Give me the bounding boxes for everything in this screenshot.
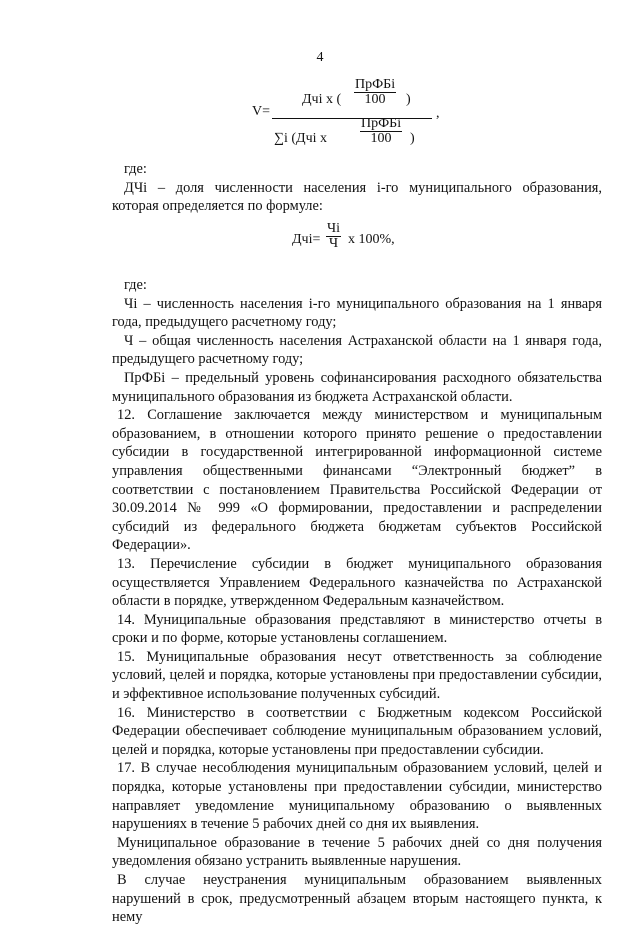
paragraph-14: 14. Муниципальные образования представляют в министерство отчеты в сроки и по форме, которые установлены соглашением.: [112, 611, 602, 647]
paragraph-12: 12. Соглашение заключается между министерством и муниципальным образованием, в отношении которого принято решение о предоставлении субсидии в государственной интегрированной информационной системе управления общественными финансами “Электронный бюджет” в соответствии с постановлением Правительства Российской Федерации от 30.09.2014 № 999 «О формировании, предоставлении и распределении субсидий из федерального бюджета бюджетам субъектов Российской Федерации».: [112, 407, 602, 554]
dchi-definition: ДЧi – доля численности населения i-го муниципального образования, которая определяется по формуле:: [112, 179, 602, 215]
definition-ch: Ч – общая численность населения Астраханской области на 1 января года, предыдущего расчетному году;: [112, 332, 602, 368]
formula-dchi-frac-top: Чi: [327, 221, 340, 236]
formula-v-den-prefix: ∑i (Дчi x: [274, 131, 328, 146]
formula-v-denominator: [274, 116, 434, 151]
paragraph-13: 13. Перечисление субсидии в бюджет муниципального образования осуществляется Управлением Федерального казначейства по Астраханской области в порядке, утвержденном Федеральным казначейством.: [112, 555, 602, 610]
formula-v-den-suffix: ): [410, 131, 415, 146]
formula-v: [252, 78, 452, 150]
formula-v-num-suffix: ): [406, 92, 411, 107]
paragraph-17: 17. В случае несоблюдения муниципальным образованием условий, целей и порядка, которые установлены при предоставлении субсидии, министерство направляет уведомление муниципальному образованию о выявленных нарушениях в течение 5 рабочих дней со дня их выявления.: [112, 760, 602, 833]
formula-dchi-rhs: x 100%,: [348, 232, 395, 247]
formula-v-num-prefix: Дчi x (: [302, 92, 342, 107]
formula-v-num-frac-bottom: 100: [364, 92, 386, 107]
body-text: [112, 276, 602, 927]
formula-dchi-lhs: Дчi=: [292, 232, 321, 247]
paragraph-15: 15. Муниципальные образования несут ответственность за соблюдение условий, целей и порядка, которые установлены при предоставлении субсидии, и эффективное использование полученных субсидий.: [112, 648, 602, 703]
formula-v-num-fraction: [354, 78, 396, 107]
formula-dchi-fraction: [326, 222, 341, 251]
formula-v-num-frac-top: ПрФБi: [355, 77, 396, 92]
formula-v-den-fraction: [360, 117, 402, 146]
where-block-1: [112, 160, 602, 216]
formula-v-comma: ,: [436, 106, 440, 121]
paragraph-16: 16. Министерство в соответствии с Бюджетным кодексом Российской Федерации обеспечивает соблюдение муниципальным образованием условий, целей и порядка, которые установлены при предоставлении субсидии.: [112, 704, 602, 758]
definition-chi: Чi – численность населения i-го муниципального образования на 1 января года, предыдущего расчетному году;: [112, 295, 602, 331]
formula-v-den-frac-bottom: 100: [370, 131, 392, 146]
formula-v-lhs: V=: [252, 104, 271, 119]
paragraph-17-notice: Муниципальное образование в течение 5 рабочих дней со дня получения уведомления обязано устранить выявленные нарушения.: [112, 834, 602, 870]
where-label-2: где:: [124, 277, 147, 293]
formula-v-numerator: [302, 78, 427, 116]
formula-dchi: [292, 218, 442, 262]
formula-v-den-frac-top: ПрФБi: [361, 116, 402, 131]
where-label-1: где:: [124, 161, 147, 177]
formula-v-fraction-bar: [272, 118, 432, 119]
page-number: 4: [316, 50, 324, 65]
paragraph-17-noncompliance: В случае неустранения муниципальным образованием выявленных нарушений в срок, предусмотренный абзацем вторым настоящего пункта, к нему: [112, 872, 602, 926]
definition-prfbi: ПрФБi – предельный уровень софинансирования расходного обязательства муниципального образования из бюджета Астраханской области.: [112, 369, 602, 405]
formula-dchi-frac-bottom: Ч: [328, 236, 339, 251]
